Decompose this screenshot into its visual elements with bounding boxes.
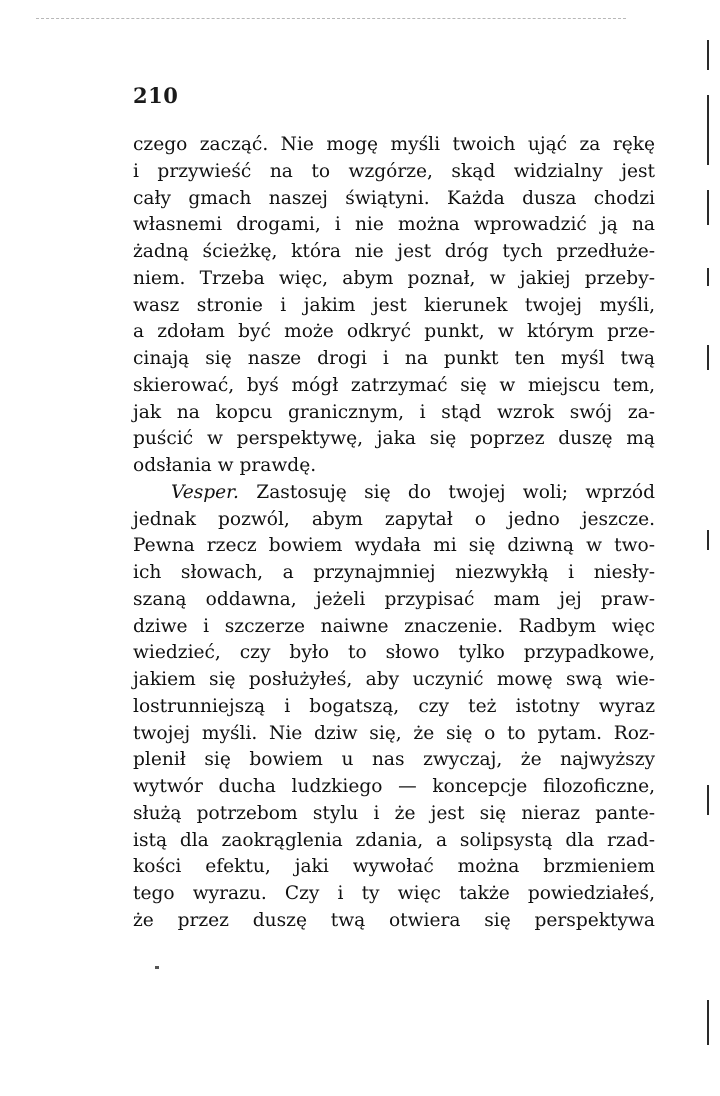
text-line: jak na kopcu granicznym, i stąd wzrok swój za- — [133, 401, 655, 423]
gutter-mark — [707, 1000, 709, 1045]
text-line: jednak pozwól, abym zapytał o jedno jeszcze. — [133, 508, 655, 530]
top-edge-rule — [36, 18, 626, 19]
text-line: plenił się bowiem u nas zwyczaj, że najwyższy — [133, 749, 655, 771]
paragraph-1 — [133, 132, 655, 480]
text-line: żadną ścieżkę, która nie jest dróg tych przedłuże- — [133, 241, 655, 262]
text-line: że przez duszę twą otwiera się perspektywa — [133, 909, 655, 931]
text-line: dziwe i szczerze naiwne znaczenie. Radbym więc — [133, 615, 655, 637]
text-line: własnemi drogami, i nie można wprowadzić ją na — [133, 214, 655, 236]
gutter-mark — [707, 40, 709, 70]
text-line: cały gmach naszej świątyni. Każda dusza chodzi — [133, 187, 655, 209]
text-line: wasz stronie i jakim jest kierunek twojej myśli, — [133, 294, 655, 316]
body-text — [133, 132, 655, 935]
text-line: a zdołam być może odkryć punkt, w którym prze- — [133, 321, 655, 343]
bottom-speck — [155, 966, 159, 969]
page-number: 210 — [133, 83, 179, 108]
text-line: kości efektu, jaki wywołać można brzmieniem — [133, 856, 655, 878]
text-line: puścić w perspektywę, jaka się poprzez duszę mą — [133, 428, 655, 450]
paragraph-2 — [133, 480, 655, 935]
text-line: i przywieść na to wzgórze, skąd widzialny jest — [133, 160, 655, 182]
text-line: wytwór ducha ludzkiego — koncepcje filozoficzne, — [133, 776, 655, 797]
text-line: służą potrzebom stylu i że jest się nieraz pante- — [133, 802, 655, 824]
text-line: skierować, byś mógł zatrzymać się w miejscu tem, — [133, 374, 655, 396]
text-line: Pewna rzecz bowiem wydała mi się dziwną w two- — [133, 535, 655, 557]
text-line: odsłania w prawdę. — [133, 455, 317, 476]
text-line: twojej myśli. Nie dziw się, że się o to pytam. Roz- — [133, 722, 655, 744]
speaker-name: Vesper. — [171, 481, 239, 503]
text-line: istą dla zaokrąglenia zdania, a solipsystą dla rzad- — [133, 829, 655, 851]
gutter-mark — [707, 268, 709, 286]
text-line: wiedzieć, czy było to słowo tylko przypadkowe, — [133, 642, 655, 664]
text-line: szaną oddawna, jeżeli przypisać mam jej praw- — [133, 588, 655, 610]
text-line: niem. Trzeba więc, abym poznał, w jakiej przeby- — [133, 267, 655, 289]
text-line-content: Zastosuję się do twojej woli; wprzód — [256, 481, 656, 503]
text-line: jakiem się posłużyłeś, aby uczynić mowę swą wie- — [133, 669, 655, 690]
text-line: ich słowach, a przynajmniej niezwykłą i niesły- — [133, 562, 655, 583]
gutter-mark — [707, 785, 709, 815]
gutter-mark — [707, 95, 709, 165]
text-line: czego zacząć. Nie mogę myśli twoich ująć za rękę — [133, 134, 655, 155]
gutter-mark — [707, 530, 709, 550]
gutter-mark — [707, 190, 709, 225]
text-line — [133, 480, 655, 507]
text-line: cinają się nasze drogi i na punkt ten myśl twą — [133, 348, 655, 369]
text-line: lostrunniejszą i bogatszą, czy też istotny wyraz — [133, 695, 655, 717]
gutter-mark — [707, 345, 709, 370]
text-line: tego wyrazu. Czy i ty więc także powiedziałeś, — [133, 883, 655, 904]
